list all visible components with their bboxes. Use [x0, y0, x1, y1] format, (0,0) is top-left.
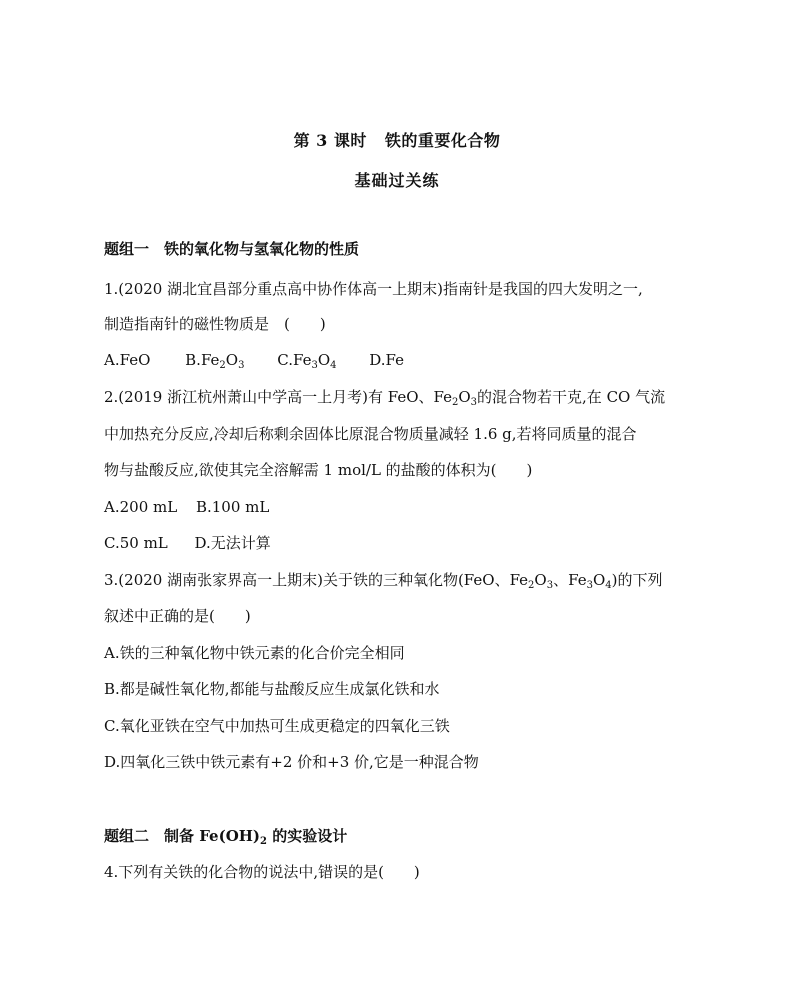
q2-options-row2 — [104, 532, 271, 554]
q1-option-c: $C.Fe_3O_4$ — [277, 351, 337, 371]
q2-option-b: B.100 mL — [195, 498, 270, 516]
q1-options — [104, 349, 404, 371]
q2-option-d: D.无法计算 — [194, 534, 271, 552]
q2-stem-line2: 中加热充分反应,冷却后称剩余固体比原混合物质量减轻 1.6 g,若将同质量的混合 — [104, 425, 637, 443]
q2-stem-line1: 2.(2019 浙江杭州萧山中学高一上月考)有 FeO、$Fe_2O_3$的混合物若干克,在 CO 气流 — [104, 388, 666, 408]
q3-stem-line2: 叙述中正确的是( ) — [104, 607, 251, 625]
q3-option-c: C.氧化亚铁在空气中加热可生成更稳定的四氧化三铁 — [104, 717, 450, 735]
q1-stem-line1: 1.(2020 湖北宜昌部分重点高中协作体高一上期末)指南针是我国的四大发明之一, — [104, 280, 643, 298]
q2-option-a: A.200 mL — [104, 498, 178, 516]
q3-option-a: A.铁的三种氧化物中铁元素的化合价完全相同 — [104, 644, 405, 662]
q3-option-b: B.都是碱性氧化物,都能与盐酸反应生成氯化铁和水 — [104, 680, 440, 698]
q1-option-b: $B.Fe_2O_3$ — [185, 351, 245, 371]
lesson-title — [0, 128, 794, 151]
section-subtitle: 基础过关练 — [354, 171, 440, 190]
q3-option-d: D.四氧化三铁中铁元素有+2 价和+3 价,它是一种混合物 — [104, 753, 479, 771]
q4-stem-line1: 4.下列有关铁的化合物的说法中,错误的是( ) — [104, 863, 420, 881]
q2-option-c: C.50 mL — [104, 534, 168, 552]
q1-stem-line2: 制造指南针的磁性物质是 ( ) — [104, 315, 326, 333]
lesson-number: 第 3 课时 — [293, 131, 367, 150]
group2-heading: 题组二 制备 $Fe(OH)_2$ 的实验设计 — [104, 827, 348, 847]
q1-option-d: D.Fe — [369, 351, 405, 369]
q2-stem-line3: 物与盐酸反应,欲使其完全溶解需 1 mol/L 的盐酸的体积为( ) — [104, 461, 533, 479]
q1-option-a: A.FeO — [104, 351, 151, 369]
group1-heading: 题组一 铁的氧化物与氢氧化物的性质 — [104, 240, 360, 258]
lesson-topic: 铁的重要化合物 — [384, 131, 501, 150]
q2-options-row1 — [104, 496, 269, 518]
q3-stem-line1: 3.(2020 湖南张家界高一上期末)关于铁的三种氧化物(FeO、$Fe_2O_3$、$Fe_3O_4$)的下列 — [104, 571, 663, 591]
